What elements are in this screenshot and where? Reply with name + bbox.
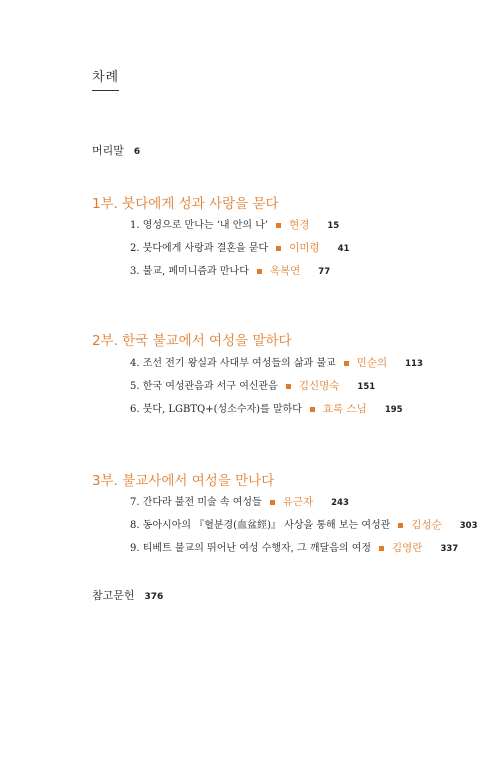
bullet-square-icon bbox=[270, 500, 275, 505]
entry-page: 41 bbox=[337, 244, 350, 254]
part-2-title[interactable]: 2부. 한국 불교에서 여성을 말하다 bbox=[92, 333, 292, 349]
entry-title: 5. 한국 여성관음과 서구 여신관음 bbox=[130, 381, 278, 392]
toc-entry[interactable] bbox=[130, 266, 330, 277]
entry-title: 6. 붓다, LGBTQ+(성소수자)를 말하다 bbox=[130, 404, 302, 415]
entry-author: 현경 bbox=[289, 219, 310, 231]
preface-page: 6 bbox=[133, 147, 141, 157]
preface-entry[interactable] bbox=[92, 142, 140, 158]
toc-entry[interactable] bbox=[130, 497, 349, 508]
references-label: 참고문헌 bbox=[92, 589, 135, 602]
toc-heading: 차례 bbox=[92, 66, 119, 91]
entry-title: 7. 간다라 불전 미술 속 여성들 bbox=[130, 497, 262, 508]
entry-title: 3. 불교, 페미니즘과 만나다 bbox=[130, 266, 249, 277]
bullet-square-icon bbox=[257, 269, 262, 274]
bullet-square-icon bbox=[276, 223, 281, 228]
entry-author: 김신명숙 bbox=[298, 380, 340, 392]
bullet-square-icon bbox=[398, 523, 403, 528]
bullet-square-icon bbox=[344, 361, 349, 366]
toc-entry[interactable] bbox=[130, 404, 403, 415]
entry-page: 77 bbox=[318, 267, 331, 277]
entry-author: 옥복연 bbox=[269, 265, 301, 277]
entry-author: 김영란 bbox=[392, 542, 423, 554]
entry-author: 이미령 bbox=[289, 242, 320, 254]
preface-label: 머리말 bbox=[92, 144, 124, 157]
entry-title: 4. 조선 전기 왕실과 사대부 여성들의 삶과 불교 bbox=[130, 358, 336, 369]
bullet-square-icon bbox=[286, 384, 291, 389]
part-1-title[interactable]: 1부. 붓다에게 성과 사랑을 묻다 bbox=[92, 196, 279, 212]
bullet-square-icon bbox=[276, 246, 281, 251]
entry-page: 243 bbox=[331, 498, 349, 508]
toc-entry[interactable] bbox=[130, 358, 423, 369]
entry-page: 151 bbox=[357, 382, 376, 392]
entry-author: 효록 스님 bbox=[322, 403, 367, 415]
entry-page: 195 bbox=[384, 405, 403, 415]
references-entry[interactable] bbox=[92, 587, 163, 603]
toc-entry[interactable] bbox=[130, 543, 458, 554]
entry-title: 1. 영성으로 만나는 ‘내 안의 나’ bbox=[130, 220, 269, 231]
entry-page: 15 bbox=[327, 221, 340, 231]
bullet-square-icon bbox=[379, 546, 384, 551]
entry-page: 337 bbox=[440, 544, 459, 554]
entry-page: 303 bbox=[459, 521, 478, 531]
toc-entry[interactable] bbox=[130, 381, 375, 392]
part-3-title[interactable]: 3부. 불교사에서 여성을 만나다 bbox=[92, 473, 275, 489]
entry-author: 김성순 bbox=[411, 519, 442, 531]
toc-entry[interactable] bbox=[130, 520, 477, 531]
entry-title: 2. 붓다에게 사랑과 결혼을 묻다 bbox=[130, 243, 269, 254]
toc-entry[interactable] bbox=[130, 243, 349, 254]
entry-title: 8. 동아시아의 『혈분경(血盆經)』 사상을 통해 보는 여성관 bbox=[130, 520, 391, 531]
entry-title: 9. 티베트 불교의 뛰어난 여성 수행자, 그 깨달음의 여정 bbox=[130, 543, 372, 554]
entry-author: 유근자 bbox=[282, 496, 314, 508]
entry-author: 민순의 bbox=[356, 357, 388, 369]
references-page: 376 bbox=[144, 592, 164, 602]
toc-entry[interactable] bbox=[130, 220, 339, 231]
bullet-square-icon bbox=[310, 407, 315, 412]
entry-page: 113 bbox=[405, 359, 423, 369]
